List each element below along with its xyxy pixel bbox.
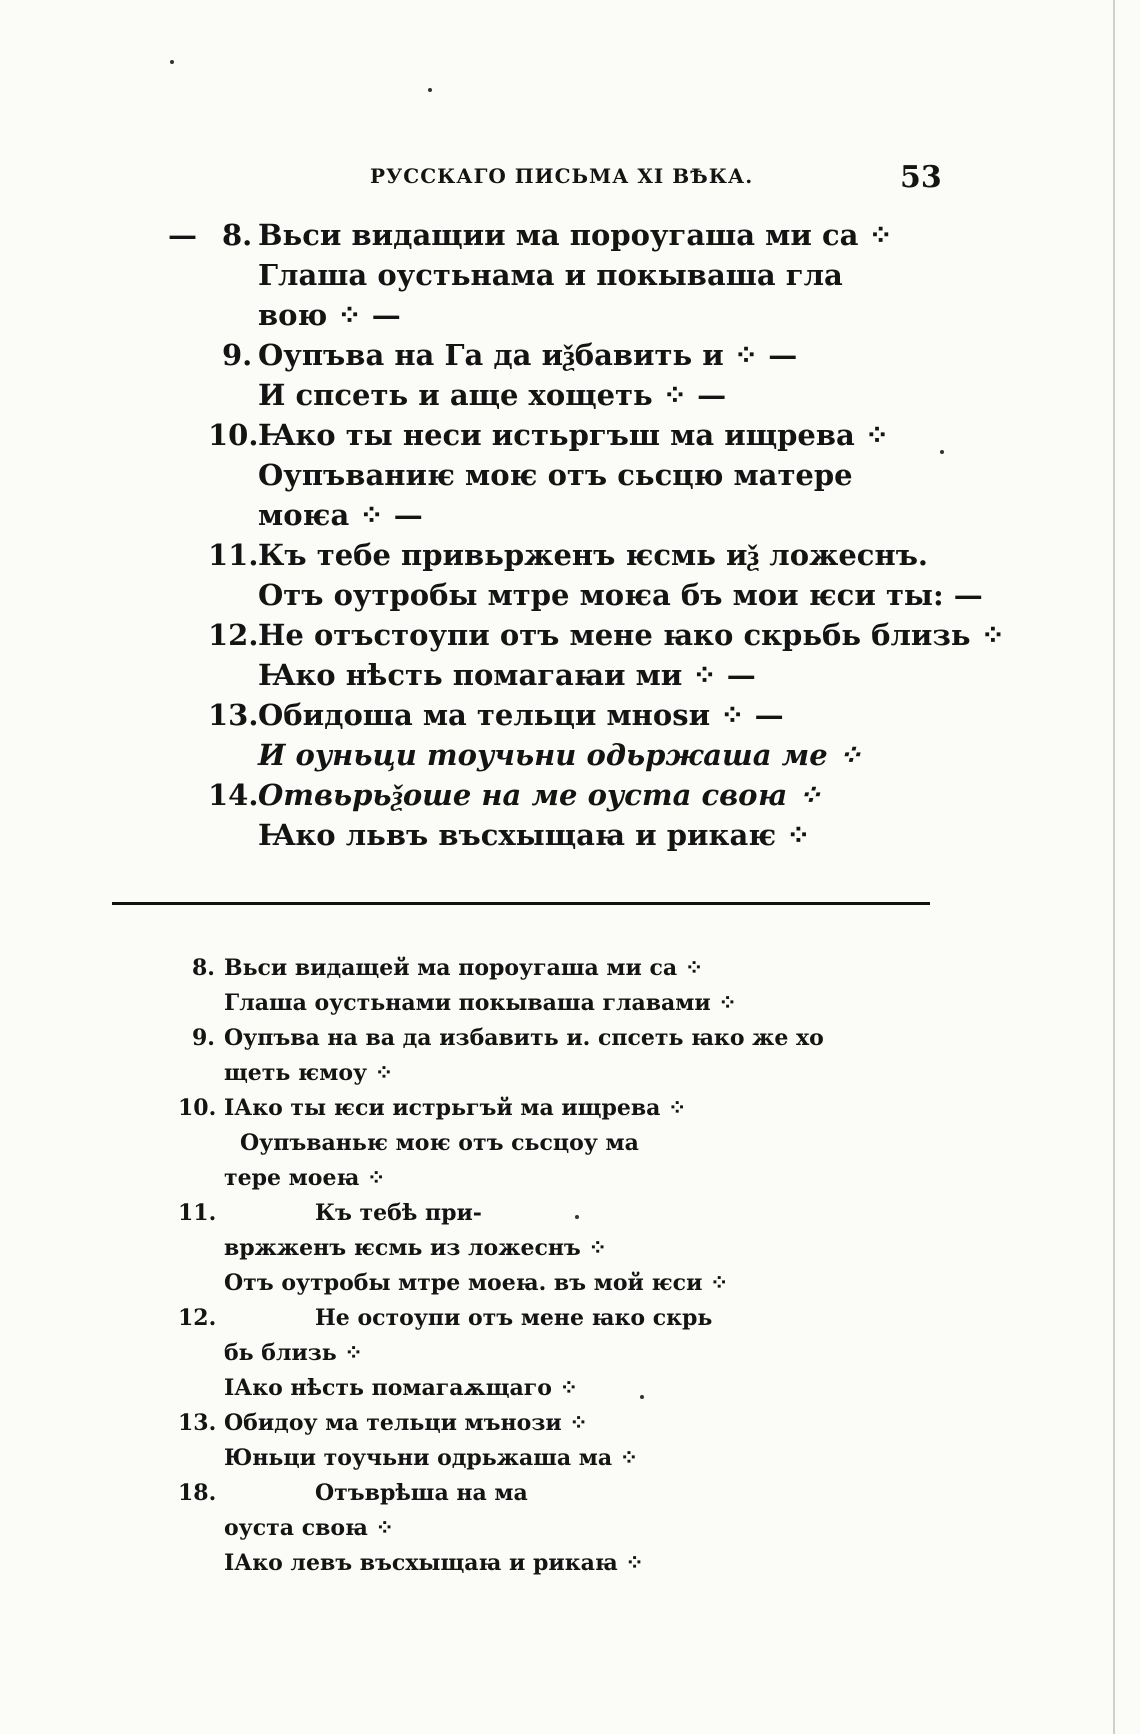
lower-verse-line: [0, 955, 1140, 990]
verse-number: 13.: [208, 698, 259, 732]
paper-speck: [640, 1395, 644, 1399]
paper-speck: [428, 88, 432, 92]
verse-number: 12.: [178, 1305, 217, 1331]
lower-verse-line: [0, 1270, 1140, 1305]
upper-verse-line: [0, 538, 1140, 578]
verse-text: Къ тебѣ при-: [315, 1200, 482, 1226]
verse-text: Вьси видащии ма пороугаша ми са ⁘: [258, 218, 893, 252]
upper-verse-line: [0, 698, 1140, 738]
verse-text: Отъврѣша на ма: [315, 1480, 528, 1506]
verse-text: Оупъваниѥ моѥ отъ сьсцю матере: [258, 458, 853, 492]
lower-verse-line: [0, 1375, 1140, 1410]
verse-text: Не отъстоупи отъ мене ꙗко скрьбь близь ⁘: [258, 618, 1006, 652]
verse-text: ІАко левъ въсхыщаꙗ и рикаꙗ ⁘: [224, 1550, 644, 1576]
upper-verse-line: [0, 618, 1140, 658]
verse-text: ІАко ты ѥси истрьгъй ма ищрева ⁘: [224, 1095, 687, 1121]
verse-number: 11.: [208, 538, 259, 572]
verse-text: Оупъва на Га да иѯбавить и ⁘ —: [258, 338, 798, 372]
lower-verse-line: [0, 1550, 1140, 1585]
verse-text: Обидоша ма тельци мноѕи ⁘ —: [258, 698, 784, 732]
lower-verse-line: [0, 1480, 1140, 1515]
verse-number: 14.: [208, 778, 259, 812]
upper-verse-line: [0, 578, 1140, 618]
verse-text: Вьси видащей ма пороугаша ми са ⁘: [224, 955, 704, 981]
upper-verse-line: [0, 258, 1140, 298]
verse-text: Оупъва на ва да избавить и. спсеть ꙗко же хо: [224, 1025, 824, 1051]
verse-text: щеть ѥмоу ⁘: [224, 1060, 394, 1086]
verse-text: Не остоупи отъ мене ꙗко скрь: [315, 1305, 713, 1331]
verse-text: Ꙗко львъ въсхыщаꙗ и рикаѥ ⁘: [258, 818, 811, 852]
verse-number: 11.: [178, 1200, 217, 1226]
lower-verse-line: [0, 1340, 1140, 1375]
verse-number: 10.: [178, 1095, 217, 1121]
lower-verse-line: [0, 1200, 1140, 1235]
verse-text: Глаша оустьнама и покываша гла: [258, 258, 843, 292]
running-head: РУССКАГО ПИСЬМА XI ВѢКА.: [370, 164, 754, 188]
verse-text: Отъ оутробы мтре моеꙗ. въ мой ѥси ⁘: [224, 1270, 729, 1296]
verse-number: 18.: [178, 1480, 217, 1506]
verse-text: И оуньци тоучьни одьржаша ме ⁘: [258, 738, 863, 772]
verse-text: вою ⁘ —: [258, 298, 401, 332]
paper-speck: [940, 450, 944, 454]
upper-verse-line: [0, 498, 1140, 538]
upper-verse-line: [0, 378, 1140, 418]
verse-text: тере моеꙗ ⁘: [224, 1165, 386, 1191]
page-number: 53: [900, 160, 942, 195]
verse-text: вржженъ ѥсмь из ложеснъ ⁘: [224, 1235, 607, 1261]
upper-verse-line: [0, 298, 1140, 338]
verse-text: Глаша оустьнами покываша главами ⁘: [224, 990, 737, 1016]
lower-verse-line: [0, 1235, 1140, 1270]
upper-verse-line: [0, 818, 1140, 858]
verse-text: Къ тебе привьрженъ ѥсмь иѯ ложеснъ.: [258, 538, 929, 572]
upper-verse-line: [0, 218, 1140, 258]
verse-text: Отъ оутробы мтре моѥа бъ мои ѥси ты: —: [258, 578, 983, 612]
verse-number: 9.: [222, 338, 253, 372]
paper-speck: [575, 1215, 579, 1219]
lower-verse-line: [0, 990, 1140, 1025]
verse-number: 12.: [208, 618, 259, 652]
verse-text: Обидоу ма тельци мънози ⁘: [224, 1410, 588, 1436]
lower-verse-line: [0, 1445, 1140, 1480]
verse-text: бь близь ⁘: [224, 1340, 363, 1366]
lower-verse-line: [0, 1025, 1140, 1060]
lower-text-block: [0, 955, 1140, 1585]
lower-verse-line: [0, 1095, 1140, 1130]
page-header: [0, 160, 1140, 200]
verse-text: оуста своꙗ ⁘: [224, 1515, 394, 1541]
upper-verse-line: [0, 738, 1140, 778]
verse-text: Оупъваньѥ моѥ отъ сьсцоу ма: [240, 1130, 639, 1156]
verse-text: Юньци тоучьни одрьжаша ма ⁘: [224, 1445, 639, 1471]
lower-verse-line: [0, 1130, 1140, 1165]
verse-text: Ꙗко ты неси истьргъш ма ищрева ⁘: [258, 418, 890, 452]
verse-dash: —: [168, 218, 197, 252]
verse-number: 13.: [178, 1410, 217, 1436]
lower-verse-line: [0, 1060, 1140, 1095]
verse-number: 9.: [192, 1025, 215, 1051]
verse-number: 10.: [208, 418, 259, 452]
lower-verse-line: [0, 1305, 1140, 1340]
upper-verse-line: [0, 778, 1140, 818]
lower-verse-line: [0, 1165, 1140, 1200]
upper-verse-line: [0, 338, 1140, 378]
upper-verse-line: [0, 658, 1140, 698]
verse-text: моѥа ⁘ —: [258, 498, 423, 532]
upper-verse-line: [0, 458, 1140, 498]
verse-number: 8.: [222, 218, 253, 252]
lower-verse-line: [0, 1410, 1140, 1445]
upper-verse-line: [0, 418, 1140, 458]
verse-text: Ꙗко нѣсть помагаꙗи ми ⁘ —: [258, 658, 756, 692]
upper-text-block: [0, 218, 1140, 858]
section-divider: [112, 902, 930, 905]
verse-number: 8.: [192, 955, 215, 981]
verse-text: И спсеть и аще хощеть ⁘ —: [258, 378, 727, 412]
lower-verse-line: [0, 1515, 1140, 1550]
verse-text: ІАко нѣсть помагаѫщаго ⁘: [224, 1375, 579, 1401]
verse-text: Отвьрьѯоше на ме оуста своꙗ ⁘: [258, 778, 822, 812]
paper-speck: [170, 60, 174, 64]
